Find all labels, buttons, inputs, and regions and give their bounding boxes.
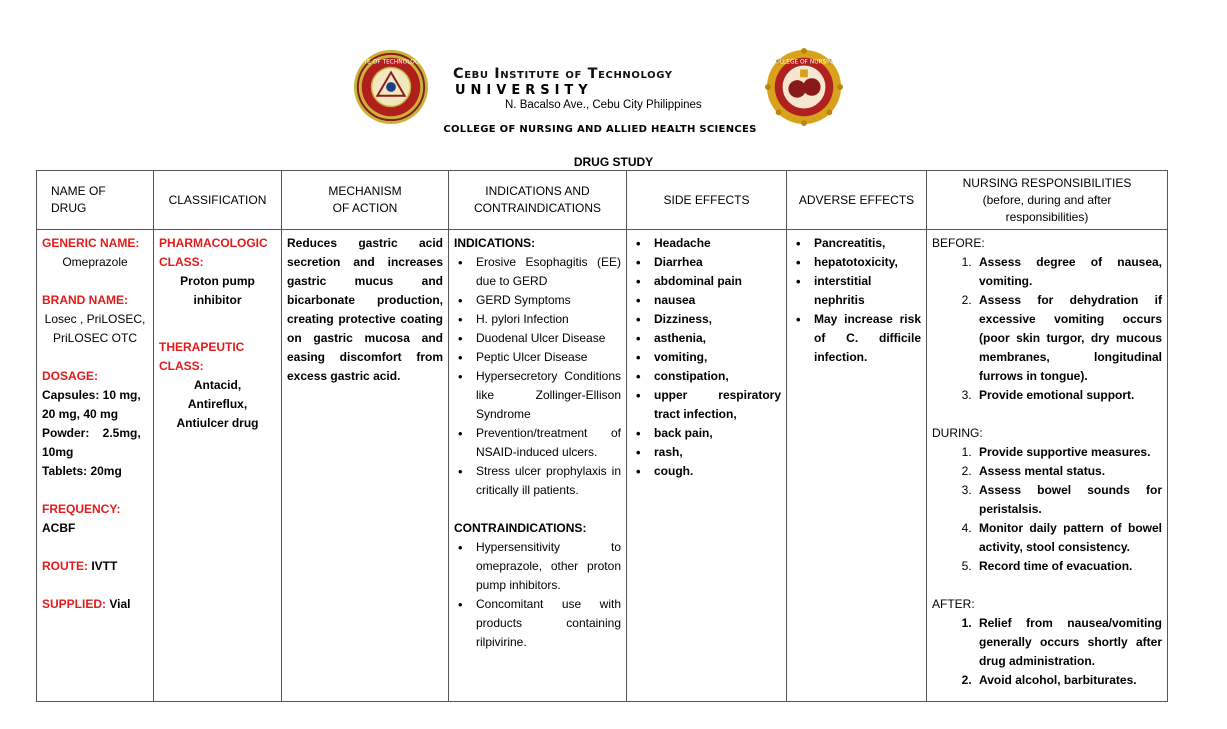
col-header-mechanism: MECHANISM OF ACTION xyxy=(282,171,449,230)
list-item: • back pain, xyxy=(654,424,781,443)
after-list xyxy=(932,614,1162,690)
document-header xyxy=(0,0,1200,150)
list-item: • nausea xyxy=(654,291,781,310)
route-value: IVTT xyxy=(91,559,118,573)
during-list xyxy=(932,443,1162,576)
indications-label: INDICATIONS: xyxy=(454,236,536,250)
list-item: • Prevention/treatment of NSAID-induced ulcers. xyxy=(476,424,621,462)
therapeutic-class-value: Antacid, xyxy=(193,378,242,392)
adverse-effects-list xyxy=(792,234,921,367)
brand-name-line: PriLOSEC OTC xyxy=(52,331,137,345)
col-header-name: NAME OF DRUG xyxy=(37,171,154,230)
col-header-classification: CLASSIFICATION xyxy=(154,171,282,230)
list-item: • constipation, xyxy=(654,367,781,386)
col-header-indications: INDICATIONS AND CONTRAINDICATIONS xyxy=(449,171,627,230)
cell-side-effects xyxy=(627,230,787,702)
before-list xyxy=(932,253,1162,405)
list-item: 1. Relief from nausea/vomiting generally occurs shortly after drug administration. xyxy=(975,614,1162,671)
list-item: • Stress ulcer prophylaxis in critically ill patients. xyxy=(476,462,621,500)
contraindications-label: CONTRAINDICATIONS: xyxy=(454,521,587,535)
list-item: • Dizziness, xyxy=(654,310,781,329)
pharmacologic-class-value: inhibitor xyxy=(193,293,242,307)
cell-adverse-effects xyxy=(787,230,927,702)
list-item: • Headache xyxy=(654,234,781,253)
list-item: • Hypersensitivity to omeprazole, other proton pump inhibitors. xyxy=(476,538,621,595)
list-item: • rash, xyxy=(654,443,781,462)
supplied-value: Vial xyxy=(109,597,131,611)
list-item: • cough. xyxy=(654,462,781,481)
list-item: • Erosive Esophagitis (EE) due to GERD xyxy=(476,253,621,291)
dosage-line: Tablets: 20mg xyxy=(42,464,122,478)
before-label: BEFORE: xyxy=(932,236,985,250)
pharmacologic-class-value: Proton pump xyxy=(180,274,255,288)
institution-block xyxy=(453,66,753,111)
university-seal-logo xyxy=(322,48,460,126)
cell-indications xyxy=(449,230,627,702)
mechanism-text: Reduces gastric acid secretion and increases gastric mucus and bicarbonate production, creating protective coating on gastric mucosa and easing discomfort from excess gastric acid. xyxy=(287,236,443,383)
therapeutic-class-value: Antiulcer drug xyxy=(176,416,259,430)
frequency-value: ACBF xyxy=(42,521,76,535)
college-seal-logo xyxy=(765,48,843,126)
list-item: • vomiting, xyxy=(654,348,781,367)
col-header-side-effects: SIDE EFFECTS xyxy=(627,171,787,230)
dosage-label: DOSAGE: xyxy=(42,369,99,383)
institution-subtitle: UNIVERSITY xyxy=(455,83,593,98)
supplied-label: SUPPLIED: xyxy=(42,597,107,611)
list-item: • Hypersecretory Conditions like Zollinger-Ellison Syndrome xyxy=(476,367,621,424)
table-header-row xyxy=(37,171,1168,230)
pharmacologic-class-label: CLASS: xyxy=(159,255,204,269)
generic-name: Omeprazole xyxy=(62,255,128,269)
institution-address: N. Bacalso Ave., Cebu City Philippines xyxy=(505,99,702,111)
contraindications-list xyxy=(454,538,621,652)
cell-classification xyxy=(154,230,282,702)
generic-name-label: GENERIC NAME: xyxy=(42,236,140,250)
institution-name: Cebu Institute of Technology xyxy=(453,66,673,82)
after-label: AFTER: xyxy=(932,597,975,611)
during-label: DURING: xyxy=(932,426,983,440)
list-item: • upper respiratory tract infection, xyxy=(654,386,781,424)
dosage-line: 20 mg, 40 mg xyxy=(42,407,119,421)
brand-name-line: Losec , PriLOSEC, xyxy=(44,312,146,326)
brand-name-label: BRAND NAME: xyxy=(42,293,128,307)
list-item: • Concomitant use with products containing rilpivirine. xyxy=(476,595,621,652)
col-header-adverse-effects: ADVERSE EFFECTS xyxy=(787,171,927,230)
dosage-line: Capsules: 10 mg, xyxy=(42,388,141,402)
supplied-line xyxy=(42,595,148,614)
list-item: 3. Provide emotional support. xyxy=(975,386,1162,405)
therapeutic-class-label: THERAPEUTIC xyxy=(159,340,245,354)
list-item: • abdominal pain xyxy=(654,272,781,291)
list-item: • Pancreatitis, xyxy=(814,234,921,253)
list-item: 1. Provide supportive measures. xyxy=(975,443,1162,462)
document-title: DRUG STUDY xyxy=(573,155,654,169)
pharmacologic-class-label: PHARMACOLOGIC xyxy=(159,236,268,250)
cell-mechanism xyxy=(282,230,449,702)
list-item: • interstitial nephritis xyxy=(814,272,921,310)
seal-left-text: CEBU INSTITUTE OF TECHNOLOGY UNIVERSITY xyxy=(322,59,460,66)
therapeutic-class-value: Antireflux, xyxy=(187,397,248,411)
dosage-line: 10mg xyxy=(42,445,74,459)
col-header-nursing: NURSING RESPONSIBILITIES (before, during and after responsibilities) xyxy=(927,171,1168,230)
list-item: • GERD Symptoms xyxy=(476,291,621,310)
list-item: 5. Record time of evacuation. xyxy=(975,557,1162,576)
therapeutic-class-label: CLASS: xyxy=(159,359,204,373)
drug-study-table xyxy=(36,170,1168,702)
list-item: 3. Assess bowel sounds for peristalsis. xyxy=(975,481,1162,519)
list-item: • asthenia, xyxy=(654,329,781,348)
route-line xyxy=(42,557,148,576)
list-item: 2. Assess mental status. xyxy=(975,462,1162,481)
side-effects-list xyxy=(632,234,781,481)
college-name: COLLEGE OF NURSING AND ALLIED HEALTH SCIENCES xyxy=(443,124,757,135)
list-item: • May increase risk of C. difficile infection. xyxy=(814,310,921,367)
list-item: 1. Assess degree of nausea, vomiting. xyxy=(975,253,1162,291)
cell-nursing-responsibilities xyxy=(927,230,1168,702)
list-item: 2. Assess for dehydration if excessive vomiting occurs (poor skin turgor, dry mucous membranes, longitudinal furrows in tongue). xyxy=(975,291,1162,386)
table-row xyxy=(37,230,1168,702)
list-item: 4. Monitor daily pattern of bowel activity, stool consistency. xyxy=(975,519,1162,557)
list-item: • H. pylori Infection xyxy=(476,310,621,329)
dosage-line: Powder: 2.5mg, xyxy=(42,426,141,440)
list-item: • hepatotoxicity, xyxy=(814,253,921,272)
route-label: ROUTE: xyxy=(42,559,88,573)
list-item: 2. Avoid alcohol, barbiturates. xyxy=(975,671,1162,690)
indications-list xyxy=(454,253,621,500)
frequency-label: FREQUENCY: xyxy=(42,502,121,516)
seal-right-text: COLLEGE OF NURSING xyxy=(771,59,837,66)
cell-drug-name xyxy=(37,230,154,702)
list-item: • Peptic Ulcer Disease xyxy=(476,348,621,367)
list-item: • Diarrhea xyxy=(654,253,781,272)
list-item: • Duodenal Ulcer Disease xyxy=(476,329,621,348)
